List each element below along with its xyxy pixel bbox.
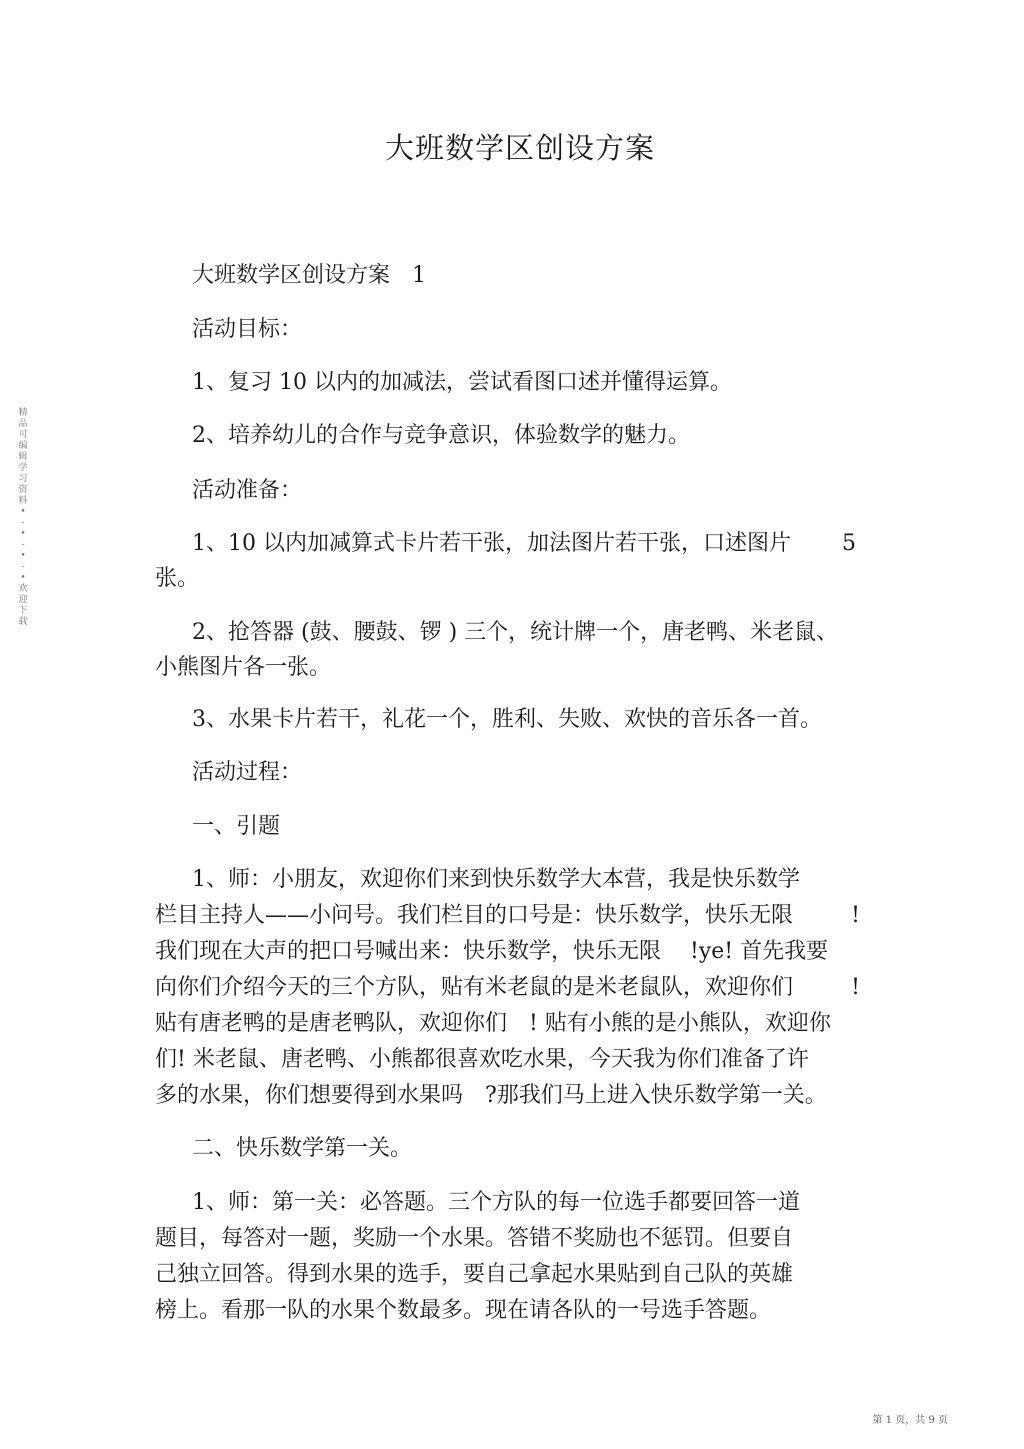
paragraph-line: 己独立回答。得到水果的选手，要自己拿起水果贴到自己队的英雄 [155,1262,794,1287]
document-title: 大班数学区创设方案 [384,131,655,165]
paragraph-line [192,530,856,558]
paragraph-text: 5 [842,531,856,556]
paragraph-line: 我们现在大声的把口号喊出来：快乐数学，快乐无限 !ye! 首先我要 [155,939,829,964]
paragraph-text: 栏目主持人——小问号。我们栏目的口号是：快乐数学，快乐无限 [155,903,794,928]
paragraph-line: 2、培养幼儿的合作与竞争意识，体验数学的魅力。 [192,423,690,448]
paragraph-text: 向你们介绍今天的三个方队，贴有米老鼠的是米老鼠队，欢迎你们 [155,975,794,1000]
page-footer: 第 1 页，共 9 页 [872,1415,948,1426]
heading-preparation: 活动准备： [192,478,303,503]
paragraph-line: 榜上。看那一队的水果个数最多。现在请各队的一号选手答题。 [155,1298,772,1323]
section-heading: 大班数学区创设方案 1 [192,263,426,288]
paragraph-line: 2、抢答器 (鼓、腰鼓、锣 ) 三个，统计牌一个，唐老鸭、米老鼠、 [192,620,839,645]
paragraph-line [155,974,860,1002]
paragraph-line: 3、水果卡片若干，礼花一个，胜利、失败、欢快的音乐各一首。 [192,707,822,732]
paragraph-text: 1、10 以内加减算式卡片若干张，加法图片若干张，口述图片 [192,531,791,556]
paragraph-line: 小熊图片各一张。 [155,655,332,680]
paragraph-line: 1、复习 10 以内的加减法，尝试看图口述并懂得运算。 [192,370,732,395]
side-watermark-note: 精 品 可 编 辑 学 习 资 料 • - • - • - • 欢 迎 下 载 [18,408,28,627]
heading-intro: 一、引题 [192,814,281,839]
paragraph-line: 贴有唐老鸭的是唐老鸭队，欢迎你们 ! 贴有小熊的是小熊队，欢迎你 [155,1011,831,1036]
paragraph-text: ! [851,975,860,1000]
heading-goals: 活动目标： [192,317,303,342]
paragraph-line: 题目，每答对一题，奖励一个水果。答错不奖励也不惩罚。但要自 [155,1226,794,1251]
paragraph-line: 1、师：第一关：必答题。三个方队的每一位选手都要回答一道 [192,1190,800,1215]
paragraph-line: 1、师：小朋友，欢迎你们来到快乐数学大本营，我是快乐数学 [192,867,800,892]
paragraph-line [155,902,860,930]
paragraph-line: 张。 [155,566,200,591]
heading-level-one: 二、快乐数学第一关。 [192,1136,413,1161]
paragraph-line: 多的水果，你们想要得到水果吗 ?那我们马上进入快乐数学第一关。 [155,1083,827,1108]
heading-process: 活动过程： [192,760,303,785]
paragraph-text: ! [851,903,860,928]
paragraph-line: 们! 米老鼠、唐老鸭、小熊都很喜欢吃水果，今天我为你们准备了许 [155,1047,809,1072]
